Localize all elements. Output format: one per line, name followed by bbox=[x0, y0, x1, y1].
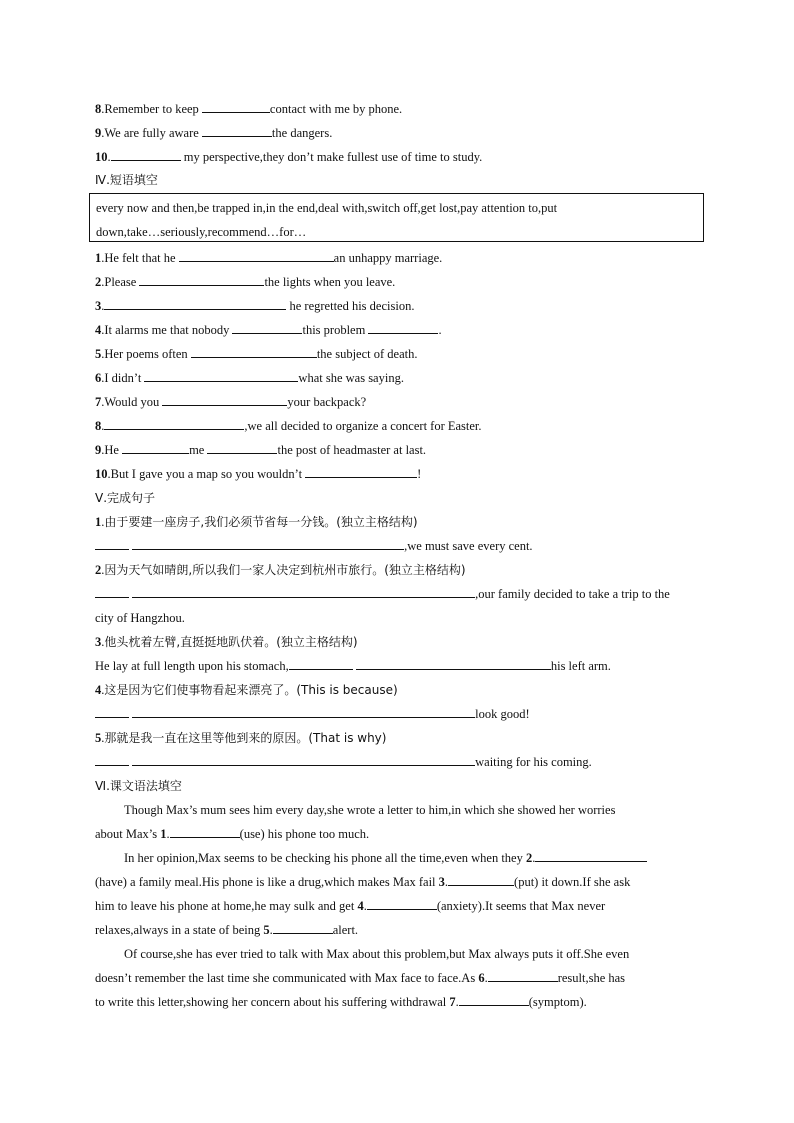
answer-blank[interactable] bbox=[356, 658, 551, 670]
answer-blank[interactable] bbox=[95, 754, 129, 766]
answer-blank[interactable] bbox=[132, 586, 475, 598]
answer-blank[interactable] bbox=[207, 442, 277, 454]
paragraph-line: Of course,she has ever tried to talk with Max about this problem,but Max always puts it off.She even bbox=[124, 947, 630, 961]
question-prompt: 3.他头枕着左臂,直挺挺地趴伏着。(独立主格结构) bbox=[95, 635, 358, 649]
exercise-item: 7.Would you your backpack? bbox=[95, 395, 367, 409]
answer-blank[interactable] bbox=[488, 970, 558, 982]
paragraph-line: (have) a family meal.His phone is like a drug,which makes Max fail 3. (put) it down.If she ask bbox=[95, 875, 631, 889]
paragraph-line: him to leave his phone at home,he may sulk and get 4. (anxiety).It seems that Max never bbox=[95, 899, 606, 913]
answer-blank[interactable] bbox=[289, 658, 353, 670]
exercise-item: 4.It alarms me that nobody this problem . bbox=[95, 323, 442, 337]
exercise-item: 10. my perspective,they don’t make fullest use of time to study. bbox=[95, 150, 483, 164]
exercise-item: 9.He me the post of headmaster at last. bbox=[95, 443, 427, 457]
answer-line: ,our family decided to take a trip to the bbox=[95, 586, 670, 602]
answer-line: waiting for his coming. bbox=[95, 754, 592, 770]
answer-line: ,we must save every cent. bbox=[95, 538, 533, 554]
answer-blank[interactable] bbox=[459, 994, 529, 1006]
exercise-item: 8. ,we all decided to organize a concert for Easter. bbox=[95, 419, 482, 433]
question-prompt: 5.那就是我一直在这里等他到来的原因。(That is why) bbox=[95, 731, 387, 745]
answer-blank[interactable] bbox=[305, 466, 417, 478]
answer-blank[interactable] bbox=[132, 706, 475, 718]
phrase-box: every now and then,be trapped in,in the end,deal with,switch off,get lost,pay attention to,put down,take…seriously,recommend…for… bbox=[89, 193, 704, 242]
paragraph-line: to write this letter,showing her concern about his suffering withdrawal 7. (symptom). bbox=[95, 995, 587, 1009]
answer-blank[interactable] bbox=[191, 346, 317, 358]
answer-blank[interactable] bbox=[111, 149, 181, 161]
exercise-item: 9.We are fully aware the dangers. bbox=[95, 126, 333, 140]
question-prompt: 2.因为天气如晴朗,所以我们一家人决定到杭州市旅行。(独立主格结构) bbox=[95, 563, 466, 577]
exercise-item: 10.But I gave you a map so you wouldn’t ! bbox=[95, 467, 422, 481]
exercise-item: 1.He felt that he an unhappy marriage. bbox=[95, 251, 443, 265]
answer-blank[interactable] bbox=[232, 322, 302, 334]
answer-blank[interactable] bbox=[95, 706, 129, 718]
answer-line: look good! bbox=[95, 706, 530, 722]
answer-blank[interactable] bbox=[179, 250, 334, 262]
answer-blank[interactable] bbox=[448, 874, 514, 886]
answer-line-cont: city of Hangzhou. bbox=[95, 611, 185, 625]
answer-blank[interactable] bbox=[368, 322, 438, 334]
paragraph-line: Though Max’s mum sees him every day,she wrote a letter to him,in which she showed her worries bbox=[124, 803, 616, 817]
exercise-item: 3. he regretted his decision. bbox=[95, 299, 415, 313]
answer-blank[interactable] bbox=[170, 826, 240, 838]
answer-blank[interactable] bbox=[144, 370, 298, 382]
answer-blank[interactable] bbox=[132, 754, 475, 766]
exercise-item: 8.Remember to keep contact with me by phone. bbox=[95, 102, 403, 116]
exercise-item: 2.Please the lights when you leave. bbox=[95, 275, 396, 289]
section-title: Ⅵ.课文语法填空 bbox=[95, 779, 182, 793]
answer-blank[interactable] bbox=[162, 394, 287, 406]
question-prompt: 4.这是因为它们使事物看起来漂亮了。(This is because) bbox=[95, 683, 398, 697]
answer-blank[interactable] bbox=[95, 538, 129, 550]
answer-blank[interactable] bbox=[202, 101, 270, 113]
question-prompt: 1.由于要建一座房子,我们必须节省每一分钱。(独立主格结构) bbox=[95, 515, 418, 529]
exercise-item: 6.I didn’t what she was saying. bbox=[95, 371, 404, 385]
paragraph-line: doesn’t remember the last time she communicated with Max face to face.As 6. result,she has bbox=[95, 971, 626, 985]
paragraph-line: relaxes,always in a state of being 5. alert. bbox=[95, 923, 359, 937]
answer-blank[interactable] bbox=[132, 538, 404, 550]
answer-blank[interactable] bbox=[95, 586, 129, 598]
answer-blank[interactable] bbox=[202, 125, 272, 137]
answer-blank[interactable] bbox=[367, 898, 437, 910]
answer-blank[interactable] bbox=[535, 850, 647, 862]
exercise-item: 5.Her poems often the subject of death. bbox=[95, 347, 418, 361]
answer-blank[interactable] bbox=[104, 298, 286, 310]
answer-blank[interactable] bbox=[273, 922, 333, 934]
paragraph-line: In her opinion,Max seems to be checking his phone all the time,even when they 2. bbox=[124, 850, 647, 866]
section-title: Ⅳ.短语填空 bbox=[95, 173, 158, 187]
answer-line: He lay at full length upon his stomach, his left arm. bbox=[95, 659, 611, 673]
section-title: Ⅴ.完成句子 bbox=[95, 491, 156, 505]
answer-blank[interactable] bbox=[104, 418, 244, 430]
paragraph-line: about Max’s 1. (use) his phone too much. bbox=[95, 827, 370, 841]
answer-blank[interactable] bbox=[139, 274, 264, 286]
answer-blank[interactable] bbox=[122, 442, 189, 454]
